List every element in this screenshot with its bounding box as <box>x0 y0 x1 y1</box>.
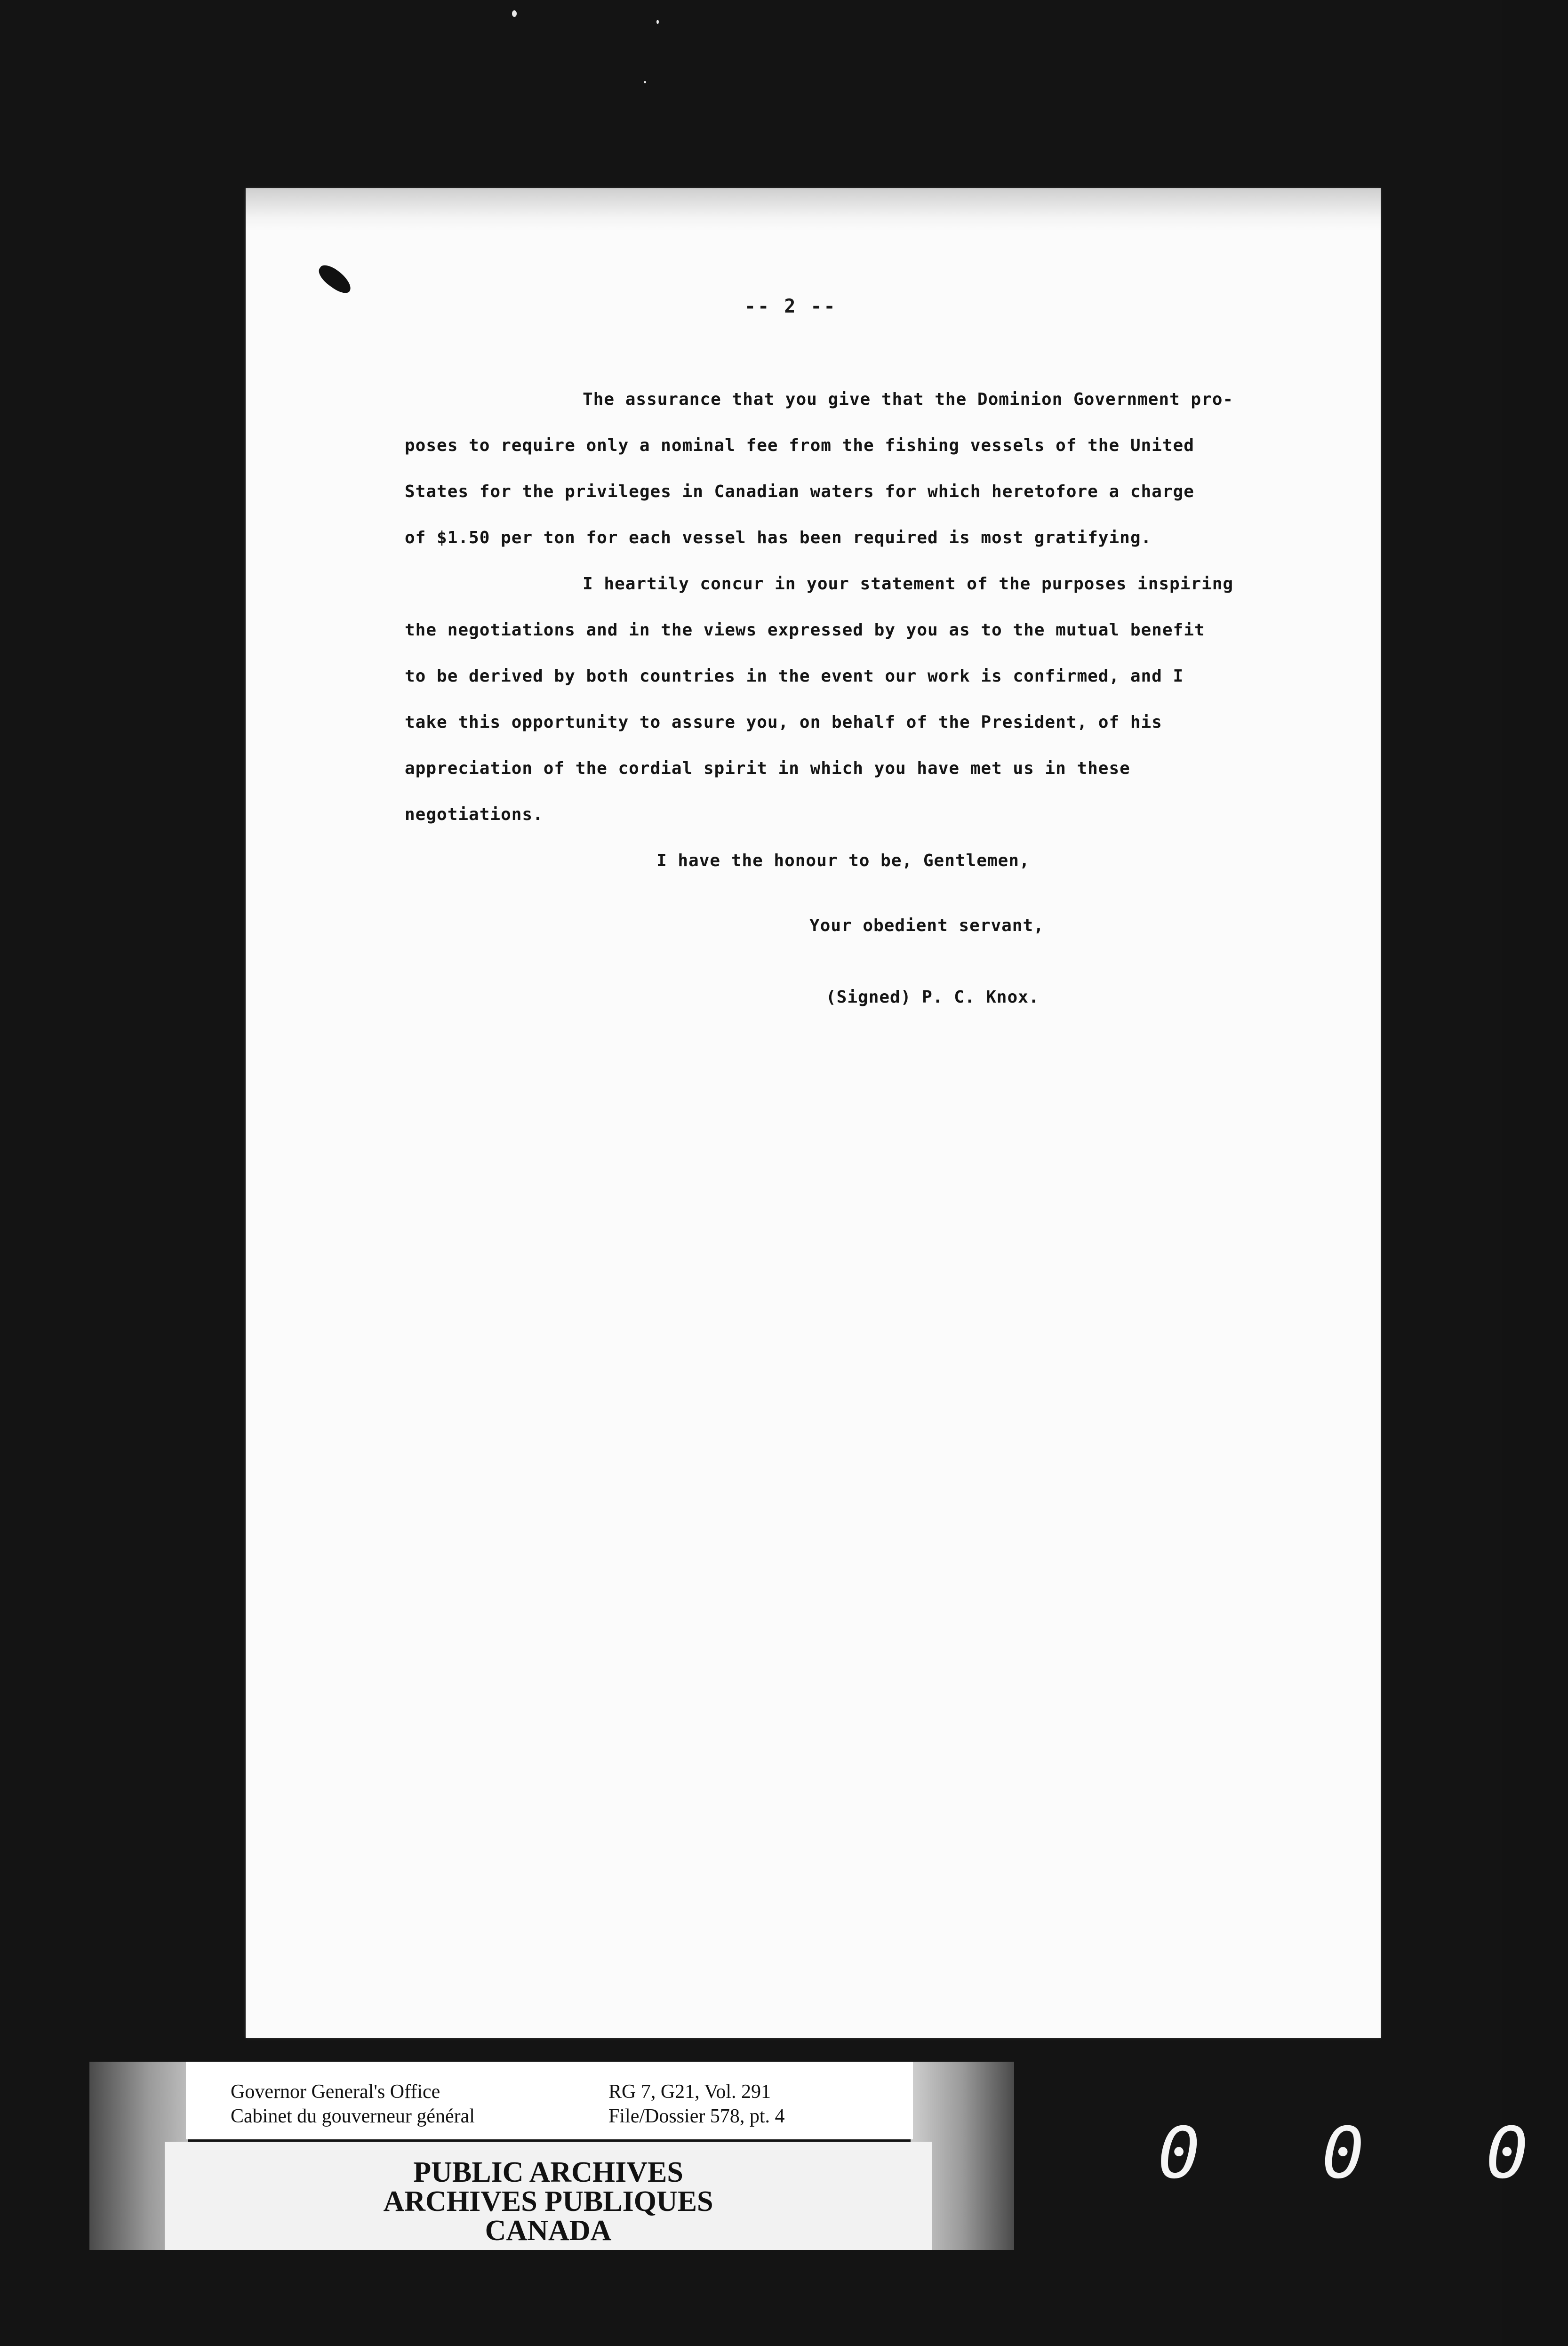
public-archives-stamp <box>165 2142 932 2250</box>
text-line: of $1.50 per ton for each vessel has been required is most gratifying. <box>405 528 1152 547</box>
archives-country: CANADA <box>485 2215 612 2247</box>
letter-body <box>405 377 1299 1020</box>
text-line: take this opportunity to assure you, on behalf of the President, of his <box>405 713 1162 732</box>
text-line: I heartily concur in your statement of the purposes inspiring <box>583 574 1234 594</box>
archives-english: PUBLIC ARCHIVES <box>413 2156 683 2188</box>
film-speck <box>644 81 646 83</box>
corner-ink-mark <box>315 261 355 297</box>
closing-servant: Your obedient servant, <box>809 916 1044 935</box>
film-speck <box>656 20 659 24</box>
closing-salutation: I have the honour to be, Gentlemen, <box>656 851 1030 870</box>
text-line: States for the privileges in Canadian waters for which heretofore a charge <box>405 482 1194 501</box>
text-line: poses to require only a nominal fee from the fishing vessels of the United <box>405 436 1194 455</box>
archive-reference-label <box>186 2062 913 2139</box>
page-number: -- 2 -- <box>744 296 837 317</box>
archive-label <box>89 2062 1016 2259</box>
text-line: the negotiations and in the views expressed by you as to the mutual benefit <box>405 620 1205 640</box>
text-line: negotiations. <box>405 805 544 824</box>
film-speck <box>512 10 517 17</box>
text-line: The assurance that you give that the Dominion Government pro- <box>583 390 1234 409</box>
office-english: Governor General's Office <box>231 2081 440 2103</box>
signature-line: (Signed) P. C. Knox. <box>826 988 1040 1007</box>
text-line: appreciation of the cordial spirit in which you have met us in these <box>405 759 1130 778</box>
frame-counter: 0 0 0 <box>1158 2113 1568 2194</box>
office-names <box>231 2080 475 2129</box>
file-references <box>608 2080 785 2129</box>
record-group-reference: RG 7, G21, Vol. 291 <box>608 2081 771 2103</box>
page-top-edge <box>246 188 1381 231</box>
document-page <box>246 188 1381 2038</box>
text-line: to be derived by both countries in the event our work is confirmed, and I <box>405 667 1184 686</box>
archives-french: ARCHIVES PUBLIQUES <box>383 2185 713 2217</box>
office-french: Cabinet du gouverneur général <box>231 2105 475 2127</box>
file-dossier-reference: File/Dossier 578, pt. 4 <box>608 2105 785 2127</box>
